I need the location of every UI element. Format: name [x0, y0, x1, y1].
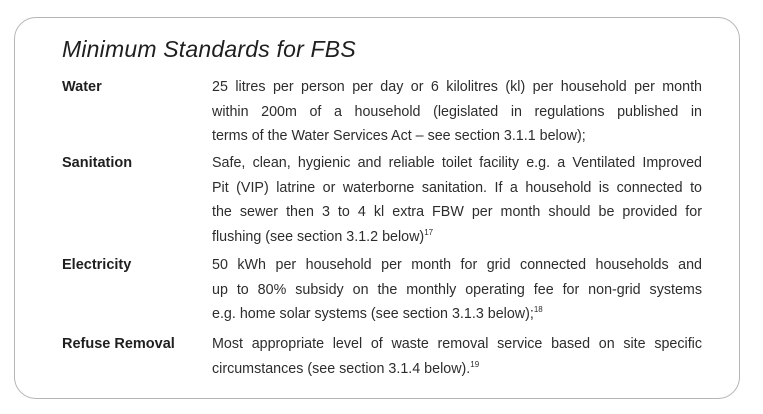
- description-line: Pit (VIP) latrine or waterborne sanitation. If a household is connected to: [212, 179, 702, 196]
- footnote-marker: 19: [470, 359, 480, 369]
- box-title: Minimum Standards for FBS: [62, 36, 356, 62]
- description-line: 25 litres per person per day or 6 kilolitres (kl) per household per month: [212, 79, 702, 95]
- description-line: the sewer then 3 to 4 kl extra FBW per month should be provided for: [212, 204, 702, 220]
- row-label: Sanitation: [62, 155, 133, 171]
- description-line: Safe, clean, hygienic and reliable toilet facility e.g. a Ventilated Improved: [212, 155, 702, 171]
- description-line: terms of the Water Services Act – see section 3.1.1 below);: [212, 128, 586, 144]
- description-line: within 200m of a household (legislated in regulations published in: [212, 103, 702, 120]
- description-text: circumstances (see section 3.1.4 below).: [212, 360, 471, 377]
- footnote-marker: 17: [424, 227, 434, 237]
- row-label: Refuse Removal: [62, 336, 175, 352]
- row-label: Water: [62, 79, 102, 95]
- description-line-with-footnote: [212, 357, 702, 382]
- row-label: Electricity: [62, 257, 132, 273]
- description-line-with-footnote: [212, 225, 702, 250]
- row-description: [212, 151, 702, 249]
- row-description: [212, 332, 702, 381]
- footnote-marker: 18: [533, 305, 543, 315]
- description-text: flushing (see section 3.1.2 below): [212, 228, 425, 245]
- row-description: [212, 75, 702, 149]
- row-description: [212, 253, 702, 327]
- description-line: Most appropriate level of waste removal service based on site specific: [212, 336, 702, 352]
- description-line: up to 80% subsidy on the monthly operating fee for non-grid systems: [212, 281, 702, 298]
- description-line: 50 kWh per household per month for grid connected households and: [212, 257, 702, 273]
- description-text: e.g. home solar systems (see section 3.1.3 below);: [212, 306, 534, 322]
- description-line-with-footnote: [212, 302, 702, 327]
